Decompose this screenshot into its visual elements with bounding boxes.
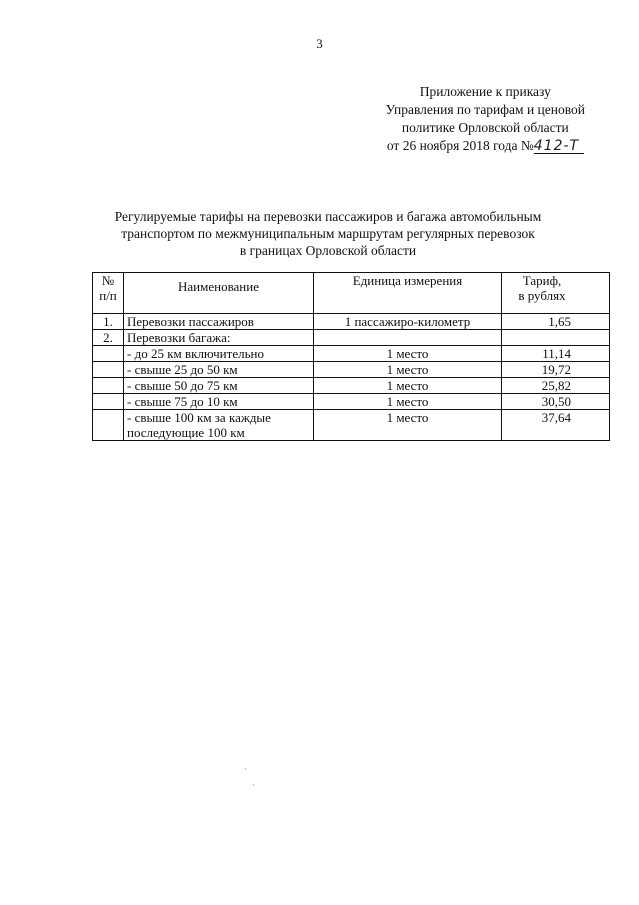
appendix-line-3: политике Орловской области <box>401 120 569 135</box>
row-unit: 1 место <box>314 410 502 441</box>
header-num <box>93 273 124 314</box>
header-tariff-line-2: в рублях <box>518 288 566 303</box>
table-row <box>93 314 610 330</box>
row-num <box>93 394 124 410</box>
row-tariff: 25,82 <box>502 378 610 394</box>
row-num: 2. <box>93 330 124 346</box>
table-row <box>93 394 610 410</box>
row-unit: 1 место <box>314 346 502 362</box>
row-tariff: 1,65 <box>502 314 610 330</box>
row-name <box>124 410 314 441</box>
title-line-2: транспортом по межмуниципальным маршрутам регулярных перевозок <box>121 226 535 241</box>
row-name: - свыше 75 до 10 км <box>124 394 314 410</box>
table-header-row <box>93 273 610 314</box>
document-title <box>70 208 586 259</box>
title-line-1: Регулируемые тарифы на перевозки пассажиров и багажа автомобильным <box>114 209 542 224</box>
order-number-field <box>534 139 584 154</box>
row-name: Перевозки багажа: <box>124 330 314 346</box>
row-tariff <box>502 330 610 346</box>
header-tariff <box>502 273 610 314</box>
row-unit: 1 место <box>314 362 502 378</box>
scan-mark: · <box>244 764 247 774</box>
row-num <box>93 410 124 441</box>
row-num <box>93 362 124 378</box>
page-number: 3 <box>316 36 323 51</box>
row-tariff: 37,64 <box>502 410 610 441</box>
header-name-label: Наименование <box>178 279 259 294</box>
appendix-header <box>386 83 585 155</box>
header-unit-label: Единица измерения <box>352 273 463 288</box>
tariffs-table <box>92 272 610 441</box>
row-tariff: 30,50 <box>502 394 610 410</box>
row-unit <box>314 330 502 346</box>
table-row <box>93 346 610 362</box>
table-row <box>93 362 610 378</box>
row-unit: 1 место <box>314 394 502 410</box>
row-unit: 1 пассажиро-километр <box>314 314 502 330</box>
appendix-line-1: Приложение к приказу <box>419 84 551 99</box>
row-unit: 1 место <box>314 378 502 394</box>
header-tariff-line-1: Тариф, <box>522 273 562 288</box>
order-number-handwritten: 412-Т <box>533 138 580 154</box>
row-name: - свыше 25 до 50 км <box>124 362 314 378</box>
header-num-line-1: № <box>101 273 115 288</box>
row-name-line-2: последующие 100 км <box>127 425 245 440</box>
header-name <box>124 273 314 314</box>
row-name: - до 25 км включительно <box>124 346 314 362</box>
scan-mark: · <box>252 780 255 790</box>
title-line-3: в границах Орловской области <box>239 243 417 258</box>
header-unit <box>314 273 502 314</box>
row-num: 1. <box>93 314 124 330</box>
row-num <box>93 378 124 394</box>
table-row <box>93 378 610 394</box>
row-name: - свыше 50 до 75 км <box>124 378 314 394</box>
header-num-line-2: п/п <box>99 288 117 303</box>
appendix-date: от 26 ноября 2018 года № <box>386 138 534 153</box>
table-row <box>93 410 610 441</box>
appendix-date-line <box>386 137 585 155</box>
table-row <box>93 330 610 346</box>
row-name-line-1: - свыше 100 км за каждые <box>127 410 271 425</box>
row-tariff: 19,72 <box>502 362 610 378</box>
appendix-line-2: Управления по тарифам и ценовой <box>385 102 585 117</box>
row-tariff: 11,14 <box>502 346 610 362</box>
row-name: Перевозки пассажиров <box>124 314 314 330</box>
row-num <box>93 346 124 362</box>
